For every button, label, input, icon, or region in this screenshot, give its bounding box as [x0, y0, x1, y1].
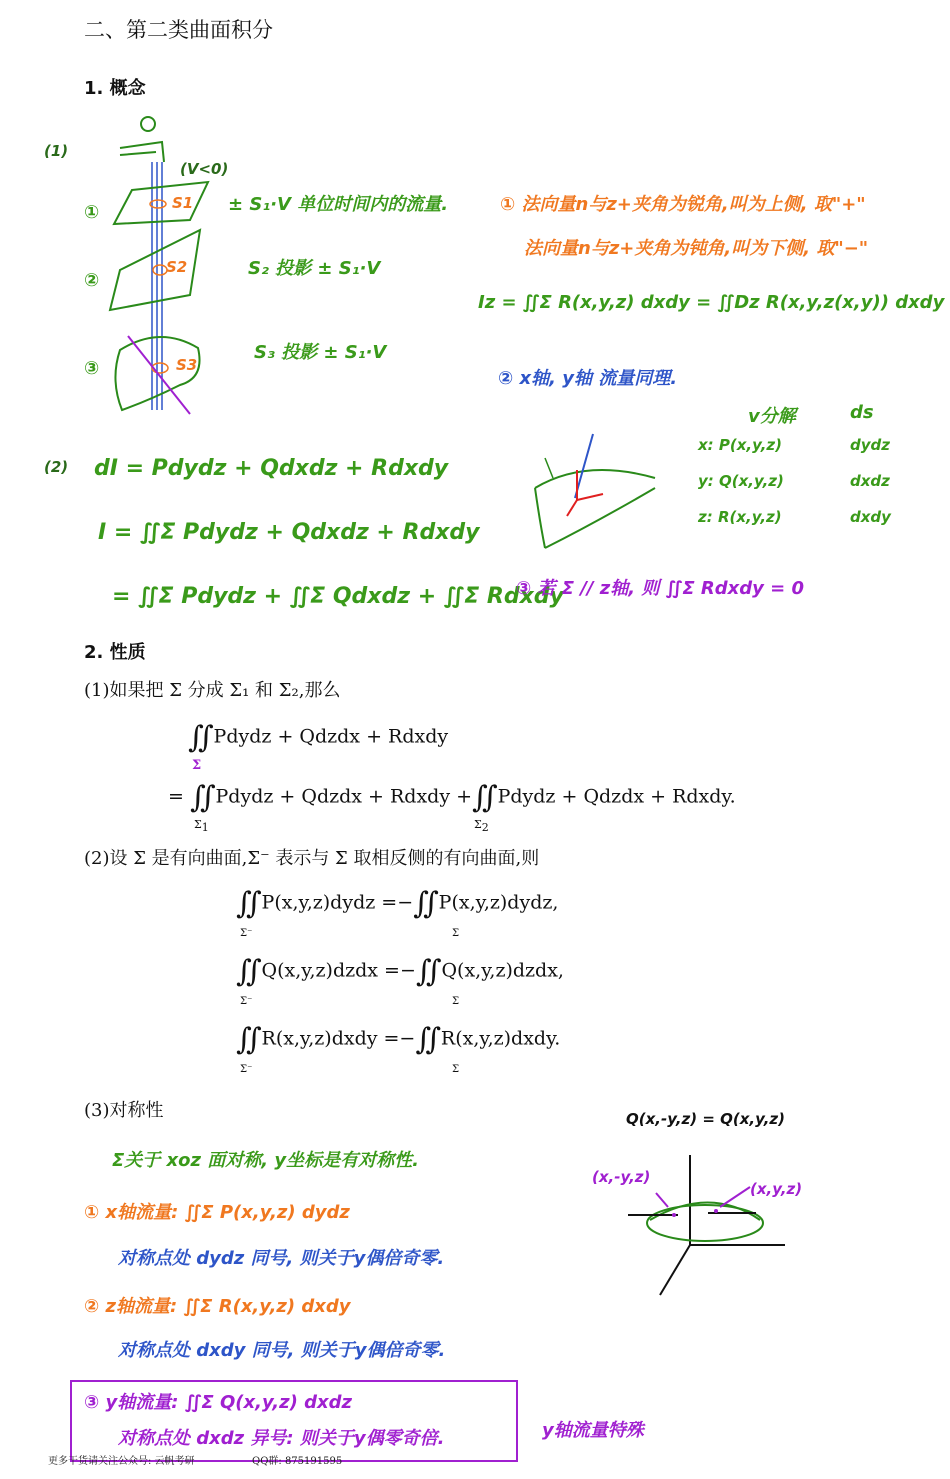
circle-1: ① [84, 202, 100, 223]
eq-row-2-left: Q(x,y,z)dzdx =− [261, 959, 416, 982]
double-integral-icon: ∬ [236, 886, 262, 921]
sigma-sub-r2: Σ [452, 996, 460, 1007]
section-concept-title: 1. 概念 [84, 78, 146, 99]
di-formula: dI = Pdydz + Qdxdz + Rdxdy [94, 456, 449, 481]
orange-note-1: ① 法向量n与z+夹角为锐角,叫为上侧, 取"+" [500, 194, 866, 215]
blue-note: ② x轴, y轴 流量同理. [498, 368, 678, 389]
s3-note: S₃ 投影 ± S₁·V [254, 342, 387, 363]
s1-small-label: S1 [172, 194, 194, 212]
table-row-1-b: dydz [850, 436, 890, 454]
symmetry-note-6: ③ y轴流量: ∬Σ Q(x,y,z) dxdz [84, 1392, 352, 1413]
sigma-sub-r3: Σ [452, 1064, 460, 1075]
table-head-v: v分解 [748, 406, 796, 427]
eq-row-1-right: P(x,y,z)dydz, [438, 891, 559, 914]
prop-1-line-1-text: Pdydz + Qdzdx + Rdxdy [213, 725, 449, 748]
circle-2: ② [84, 270, 100, 291]
sigma-sub-r1: Σ [452, 928, 460, 939]
symmetry-note-4: ② z轴流量: ∬Σ R(x,y,z) dxdy [84, 1296, 351, 1317]
eq-row-3-left: R(x,y,z)dxdy =− [261, 1027, 416, 1050]
table-head-ds: ds [850, 402, 874, 423]
symmetry-note-8: y轴流量特殊 [542, 1420, 644, 1441]
normal-vector-diagram [505, 428, 665, 553]
section-props-title: 2. 性质 [84, 642, 146, 663]
double-integral-icon: ∬ [236, 954, 262, 989]
v-label: (V<0) [180, 160, 229, 178]
eq-row-1-left: P(x,y,z)dydz =− [261, 891, 414, 914]
eq-row-2-right: Q(x,y,z)dzdx, [441, 959, 564, 982]
prop-3-text: (3)对称性 [84, 1100, 164, 1121]
symmetry-note-2: ① x轴流量: ∬Σ P(x,y,z) dydz [84, 1202, 350, 1223]
page-title: 二、第二类曲面积分 [84, 18, 273, 42]
s1-note: ± S₁·V 单位时间内的流量. [228, 194, 449, 215]
sigma1-sub: $\Sigma_1$ [194, 818, 209, 835]
prop-1-line-2 [168, 780, 736, 815]
footer-right: QQ群: 875191595 [252, 1456, 343, 1467]
double-integral-icon: ∬ [413, 886, 439, 921]
symmetry-q-formula: Q(x,-y,z) = Q(x,y,z) [626, 1110, 785, 1128]
eq-row-3 [236, 1022, 560, 1057]
orange-note-2: 法向量n与z+夹角为钝角,叫为下侧, 取"−" [524, 238, 869, 259]
purple-note: ③ 若 Σ // z轴, 则 ∬Σ Rdxdy = 0 [516, 578, 804, 599]
eq-row-3-right: R(x,y,z)dxdy. [440, 1027, 561, 1050]
symmetry-note-7: 对称点处 dxdz 异号: 则关于y偶零奇倍. [118, 1428, 445, 1449]
table-row-1-a: x: P(x,y,z) [698, 436, 783, 454]
prop-1-line-2-b: Pdydz + Qdzdx + Rdxdy + [215, 785, 473, 808]
sigma-sub-1: Σ [192, 758, 202, 773]
symmetry-note-3: 对称点处 dydz 同号, 则关于y偶倍奇零. [118, 1248, 445, 1269]
mark-1: (1) [44, 142, 69, 160]
eq-row-2 [236, 954, 564, 989]
table-row-3-b: dxdy [850, 508, 891, 526]
double-integral-icon: ∬ [415, 1022, 441, 1057]
prop-1-line-2-c: Pdydz + Qdzdx + Rdxdy. [497, 785, 736, 808]
i-formula-1: I = ∬Σ Pdydz + Qdxdz + Rdxdy [98, 520, 480, 545]
sigma2-sub: $\Sigma_2$ [474, 818, 489, 835]
table-row-2-a: y: Q(x,y,z) [698, 472, 784, 490]
point-right-label: (x,y,z) [750, 1180, 803, 1198]
s2-note: S₂ 投影 ± S₁·V [248, 258, 381, 279]
mark-2: (2) [44, 458, 69, 476]
double-integral-icon: ∬ [188, 720, 214, 755]
iz-formula: Iz = ∬Σ R(x,y,z) dxdy = ∬Dz R(x,y,z(x,y)) dxdy [478, 292, 945, 313]
sigma-minus-sub-2: Σ⁻ [240, 996, 253, 1007]
double-integral-icon: ∬ [236, 1022, 262, 1057]
footer-left: 更多干货请关注公众号: 云帆考研 [48, 1456, 195, 1467]
i-formula-2: = ∬Σ Pdydz + ∬Σ Qdxdz + ∬Σ Rdxdy [112, 584, 564, 609]
prop-1-line-1 [188, 720, 448, 755]
eq-row-1 [236, 886, 558, 921]
prop-1-line-2-eq: = [168, 785, 190, 808]
s2-small-label: S2 [166, 258, 188, 276]
s3-small-label: S3 [176, 356, 198, 374]
circle-3: ③ [84, 358, 100, 379]
symmetry-note-5: 对称点处 dxdy 同号, 则关于y偶倍奇零. [118, 1340, 446, 1361]
double-integral-icon: ∬ [189, 780, 216, 815]
double-integral-icon: ∬ [415, 954, 442, 989]
double-integral-icon: ∬ [472, 780, 498, 815]
table-row-3-a: z: R(x,y,z) [698, 508, 782, 526]
point-left-label: (x,-y,z) [592, 1168, 651, 1186]
sigma-minus-sub-1: Σ⁻ [240, 928, 253, 939]
symmetry-note-1: Σ关于 xoz 面对称, y坐标是有对称性. [112, 1150, 419, 1171]
sigma-minus-sub-3: Σ⁻ [240, 1064, 253, 1075]
prop-2-text: (2)设 Σ 是有向曲面,Σ⁻ 表示与 Σ 取相反侧的有向曲面,则 [84, 848, 540, 869]
prop-1-text: (1)如果把 Σ 分成 Σ₁ 和 Σ₂,那么 [84, 680, 341, 701]
table-row-2-b: dxdz [850, 472, 890, 490]
